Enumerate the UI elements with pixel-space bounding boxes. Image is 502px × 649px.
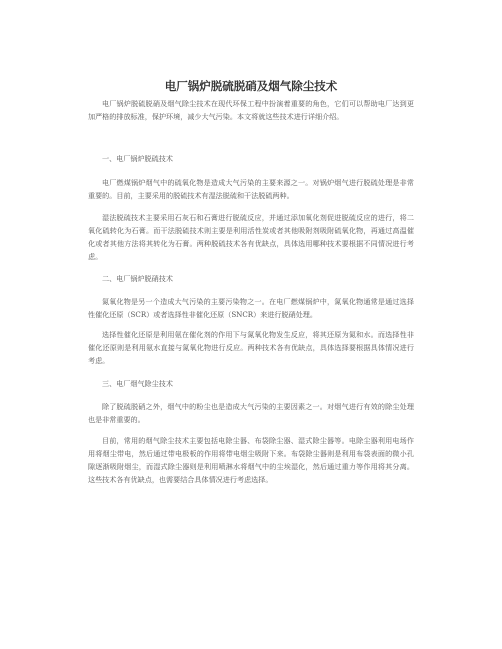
section1-heading: 一、电厂锅炉脱硫技术 — [102, 154, 173, 163]
section2-paragraph-2: 选择性催化还原是利用氨在催化剂的作用下与氮氧化物发生反应，将其还原为氮和水。而选择性非催化还原则是利用氨水直接与氮氧化物进行反应。两种技术各有优缺点，具体选择要根据具体情况进行考虑。 — [88, 330, 414, 365]
section3-paragraph-1: 除了脱硫脱硝之外，烟气中的粉尘也是造成大气污染的主要因素之一。对烟气进行有效的除尘处理也是非常重要的。 — [88, 402, 414, 424]
intro-paragraph: 电厂锅炉脱硫脱硝及烟气除尘技术在现代环保工程中扮演着重要的角色，它们可以帮助电厂达到更加严格的排放标准，保护环境，减少大气污染。本文将就这些技术进行详细介绍。 — [88, 99, 414, 121]
section1-paragraph-1: 电厂燃煤锅炉烟气中的硫氧化物是造成大气污染的主要来源之一。对锅炉烟气进行脱硫处理是非常重要的。目前，主要采用的脱硫技术有湿法脱硫和干法脱硫两种。 — [88, 178, 414, 200]
section2-heading: 二、电厂锅炉脱硝技术 — [102, 274, 173, 283]
section2-paragraph-1: 氮氧化物是另一个造成大气污染的主要污染物之一。在电厂燃煤锅炉中，氮氧化物通常是通过选择性催化还原（SCR）或者选择性非催化还原（SNCR）来进行脱硝处理。 — [88, 297, 414, 319]
section1-paragraph-2: 湿法脱硫技术主要采用石灰石和石膏进行脱硫反应，并通过添加氧化剂促进脱硫反应的进行，将二氧化硫转化为石膏。而干法脱硫技术则主要是利用活性炭或者其他吸附剂吸附硫氧化物，再通过高温催化或者其他方法将其转化为石膏。两种脱硫技术各有优缺点，具体选用哪种技术要根据不同情况进行考虑。 — [88, 213, 414, 261]
section3-heading: 三、电厂烟气除尘技术 — [102, 379, 173, 388]
section3-paragraph-2: 目前，常用的烟气除尘技术主要包括电除尘器、布袋除尘器、湿式除尘器等。电除尘器利用电场作用将烟尘带电，然后通过带电极板的作用将带电烟尘吸附下来。布袋除尘器则是利用布袋表面的微小孔隙逐渐吸附烟尘，而湿式除尘器则是利用喷淋水将烟气中的尘埃湿化，然后通过重力等作用将其分离。这些技术各有优缺点，也需要结合具体情况进行考虑选择。 — [88, 436, 414, 484]
document-title: 电厂锅炉脱硫脱硝及烟气除尘技术 — [164, 79, 338, 93]
